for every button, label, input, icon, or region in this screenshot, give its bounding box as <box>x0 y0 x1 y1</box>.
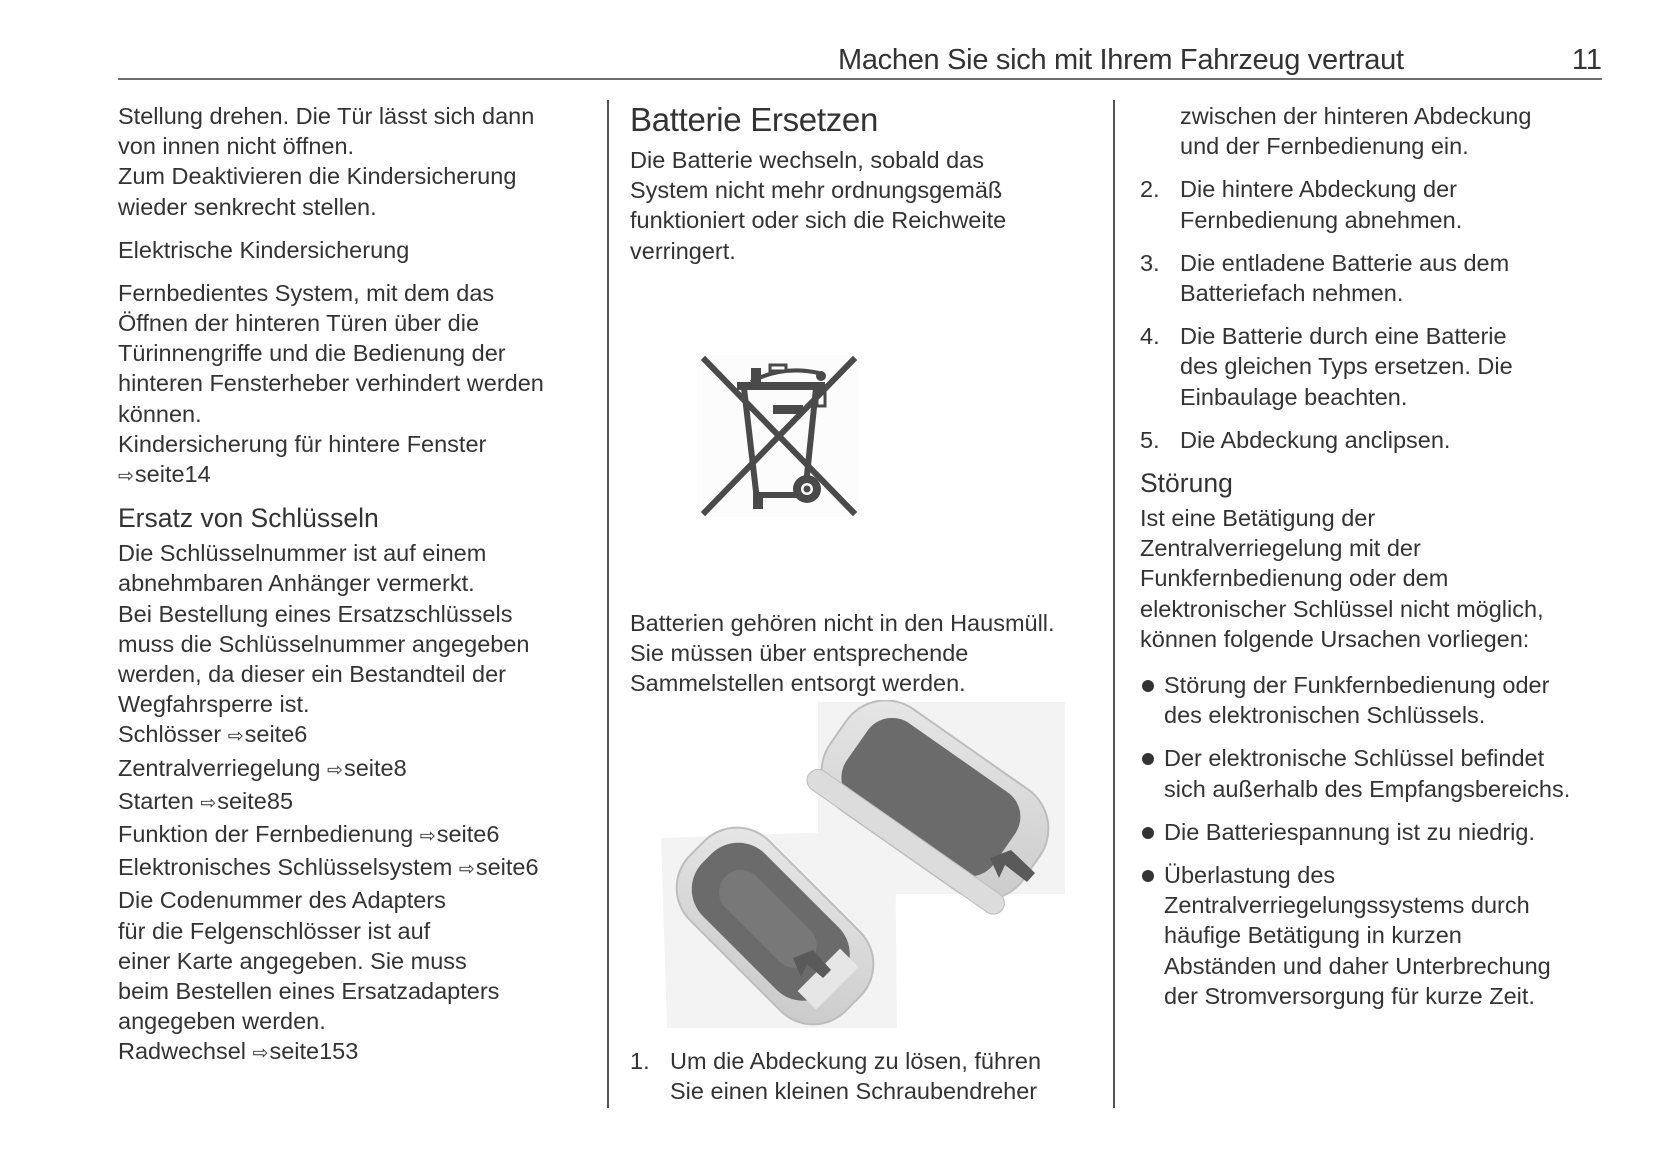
text-line: funktioniert oder sich die Reichweite <box>630 207 1007 234</box>
arrow-right-icon: ⇨ <box>419 826 436 848</box>
running-header-title: Machen Sie sich mit Ihrem Fahrzeug vertraut <box>838 44 1404 76</box>
step-item: 2. Die hintere Abdeckung der Fernbedienung abnehmen. <box>1140 176 1463 233</box>
text-line: beim Bestellen eines Ersatzadapters <box>118 978 500 1005</box>
text-line: Türinnengriffe und die Bedienung der <box>118 340 506 367</box>
header-rule <box>118 78 1602 80</box>
text-line: hinteren Fensterheber verhindert werden <box>118 370 544 397</box>
arrow-right-icon: ⇨ <box>118 466 134 488</box>
bullet-icon <box>1140 743 1164 803</box>
text-line: Öffnen der hinteren Türen über die <box>118 310 480 337</box>
bullet-item: Störung der Funkfernbedienung oder des elektronischen Schlüssels. <box>1140 670 1640 730</box>
step-item: 3. Die entladene Batterie aus dem Batteriefach nehmen. <box>1140 249 1510 307</box>
disposal-note <box>630 608 1100 699</box>
step-1-continued: zwischen der hinteren Abdeckung und der Fernbedienung ein. <box>1180 103 1532 160</box>
text-line: Bei Bestellung eines Ersatzschlüssels <box>118 600 513 627</box>
page-number: 11 <box>1571 44 1602 76</box>
column-1 <box>118 101 588 1070</box>
bullet-icon <box>1140 670 1164 730</box>
bullet-icon <box>1140 860 1164 1011</box>
text-line: werden, da dieser ein Bestandteil der <box>118 661 506 688</box>
bullet-icon <box>1140 817 1164 847</box>
step-number: 1. <box>630 1048 650 1074</box>
bullet-item: Der elektronische Schlüssel befindet sich außerhalb des Empfangsbereichs. <box>1140 743 1640 803</box>
text-line: muss die Schlüsselnummer angegeben <box>118 630 530 657</box>
text-line: Kindersicherung für hintere Fenster <box>118 430 487 457</box>
column-divider-1 <box>607 100 609 1108</box>
text-line: verringert. <box>630 237 736 264</box>
text-line: können. <box>118 400 202 427</box>
text-line: Zum Deaktivieren die Kindersicherung <box>118 163 517 190</box>
text-line: Ist eine Betätigung der <box>1140 505 1376 532</box>
xref-zentralverriegelung[interactable]: Zentralverriegelung ⇨seite8 <box>118 753 588 786</box>
text-line: elektronischer Schlüssel nicht möglich, <box>1140 595 1544 622</box>
text-line: Sie müssen über entsprechende <box>630 640 969 667</box>
section-title-battery: Batterie Ersetzen <box>630 101 879 138</box>
text-line: von innen nicht öffnen. <box>118 133 355 160</box>
step-item: 5. Die Abdeckung anclipsen. <box>1140 426 1451 453</box>
column-2 <box>630 101 1100 266</box>
text-line: Funkfernbedienung oder dem <box>1140 565 1449 592</box>
bullet-item: Überlastung des Zentralverriegelungssystems durch häufige Betätigung in kurzen Abständen und daher Unterbrechung der Stromversorgung für kurze Zeit. <box>1140 860 1640 1011</box>
xref-starten[interactable]: Starten ⇨seite85 <box>118 786 588 819</box>
text-line: Wegfahrsperre ist. <box>118 691 310 718</box>
arrow-right-icon: ⇨ <box>458 859 475 881</box>
arrow-right-icon: ⇨ <box>327 759 343 781</box>
text-line: für die Felgenschlösser ist auf <box>118 917 431 944</box>
text-line: wieder senkrecht stellen. <box>118 193 377 220</box>
text-line: angegeben werden. <box>118 1008 326 1035</box>
heading-key-replacement: Ersatz von Schlüsseln <box>118 503 379 534</box>
text-line: Zentralverriegelung mit der <box>1140 535 1421 562</box>
text-line: Batterien gehören nicht in den Hausmüll. <box>630 610 1055 636</box>
text-line: können folgende Ursachen vorliegen: <box>1140 625 1530 652</box>
text-line: Stellung drehen. Die Tür lässt sich dann <box>118 103 535 129</box>
steps-start <box>630 1046 1100 1106</box>
numbered-steps <box>630 1046 1100 1106</box>
arrow-right-icon: ⇨ <box>252 1043 269 1065</box>
step-item: 1. Um die Abdeckung zu lösen, führen Sie einen kleinen Schraubendreher <box>630 1046 1100 1106</box>
arrow-right-icon: ⇨ <box>227 726 244 748</box>
arrow-right-icon: ⇨ <box>200 792 217 814</box>
bullet-item: Die Batteriespannung ist zu niedrig. <box>1140 817 1640 847</box>
numbered-steps <box>1140 174 1640 455</box>
subheading-electric-child-lock: Elektrische Kindersicherung <box>118 236 410 263</box>
text-line: einer Karte angegeben. Sie muss <box>118 947 467 974</box>
text-line: Fernbedientes System, mit dem das <box>118 279 495 306</box>
text-line: Die Batterie wechseln, sobald das <box>630 147 985 173</box>
text-line: Sammelstellen entsorgt werden. <box>630 670 966 697</box>
fault-causes-list <box>1140 670 1640 1011</box>
heading-fault: Störung <box>1140 468 1233 499</box>
remote-key-battery-cover-illustration <box>655 700 1065 1028</box>
step-item: 4. Die Batterie durch eine Batterie des gleichen Typs ersetzen. Die Einbaulage beachten. <box>1140 323 1513 410</box>
xref-schloesser[interactable]: Schlösser ⇨seite6 <box>118 719 588 752</box>
text-line: System nicht mehr ordnungsgemäß <box>630 177 1003 204</box>
xref-schluesselsystem[interactable]: Elektronisches Schlüsselsystem ⇨seite6 <box>118 852 588 885</box>
xref-link-seite14[interactable]: ⇨seite14 <box>118 459 588 492</box>
text-line: abnehmbaren Anhänger vermerkt. <box>118 570 475 597</box>
text-line: Die Codenummer des Adapters <box>118 887 446 914</box>
xref-fernbedienung[interactable]: Funktion der Fernbedienung ⇨seite6 <box>118 819 588 852</box>
column-3 <box>1140 101 1640 1011</box>
crossed-out-wheelie-bin-icon <box>697 355 859 517</box>
column-divider-2 <box>1113 100 1115 1108</box>
xref-radwechsel[interactable]: Radwechsel ⇨seite153 <box>118 1036 588 1069</box>
text-line: Die Schlüsselnummer ist auf einem <box>118 540 487 567</box>
